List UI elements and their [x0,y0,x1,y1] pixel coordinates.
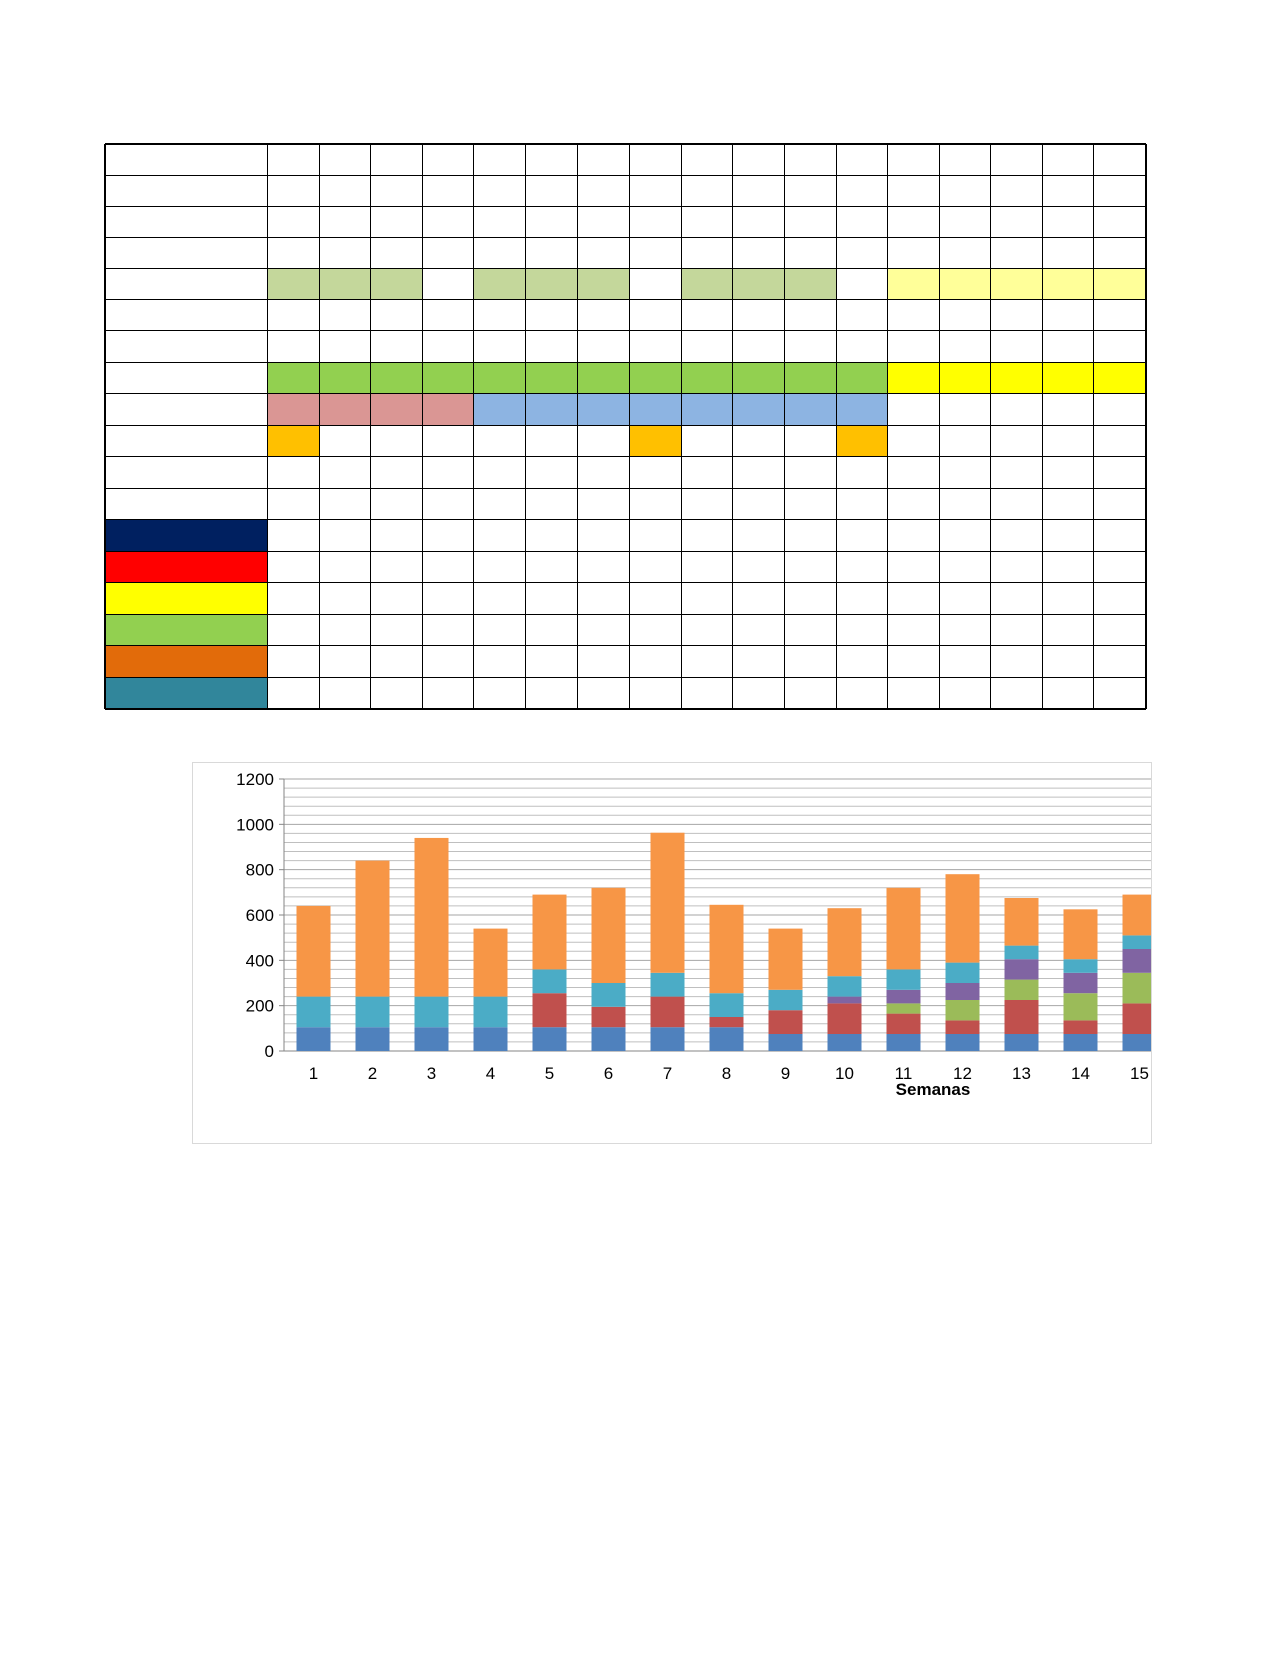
activity-value [991,678,1043,709]
activity-value [1094,615,1146,646]
activity-value [888,678,940,709]
bar-segment [769,1034,803,1051]
bar-segment [946,1034,980,1051]
bar-segment [887,888,921,970]
edad [682,144,688,176]
x-tick-label: 11 [894,1064,913,1083]
activity-value [888,552,940,583]
activity-value [320,583,371,615]
activity-value [785,520,837,552]
activity-value [837,678,888,709]
bar-segment [1005,898,1039,946]
activity-value [940,583,991,615]
dias-cell [268,331,320,363]
activity-value [474,615,526,646]
bar-segment [828,908,862,976]
dias-cell [630,331,682,363]
row-label-periodo [105,363,268,394]
activity-value [1043,678,1094,709]
activity-value [682,615,733,646]
bar-segment [887,990,921,1004]
bar-segment [356,1027,390,1051]
activity-value [940,678,991,709]
activity-value [423,520,474,552]
evaluacion-marker [630,426,682,457]
activity-value [474,552,526,583]
bar-segment [828,1034,862,1051]
activity-value [526,646,578,678]
activity-value [991,615,1043,646]
bar-segment [1123,1034,1152,1051]
bar-segment [1064,1020,1098,1034]
activity-value [682,678,733,709]
bar-segment [710,905,744,993]
dias-cell [1094,331,1146,363]
semana-cell [423,300,474,331]
x-tick-label: 7 [662,1064,673,1083]
bar-segment [1064,993,1098,1020]
imc [940,144,946,176]
activity-value [320,520,371,552]
activity-value [630,520,682,552]
bar-segment [1123,949,1152,973]
activity-value [940,646,991,678]
activity-value [1094,520,1146,552]
semana-cell [371,300,423,331]
activity-value [630,552,682,583]
dias-cell [474,331,526,363]
activity-value [888,646,940,678]
activity-value [320,678,371,709]
activity-value [526,678,578,709]
dias-cell [526,331,578,363]
semana-cell [1094,300,1146,331]
activity-value [371,615,423,646]
activity-value [1094,646,1146,678]
x-tick-label: 12 [953,1064,972,1083]
activity-value [1043,646,1094,678]
activity-value [940,615,991,646]
fase-label [268,394,474,426]
bar-segment [1005,1000,1039,1034]
activity-value [578,583,630,615]
semana-cell [888,300,940,331]
activity-label [105,552,268,583]
activity-value [371,583,423,615]
bar-segment [297,997,331,1028]
estatura [682,207,688,238]
bar-segment [769,929,803,990]
activity-label [105,583,268,615]
x-tick-label: 4 [485,1064,496,1083]
activity-value [837,583,888,615]
bar-segment [533,969,567,993]
grid-line [105,175,1146,176]
mesociclo-label [268,269,423,300]
bar-segment [828,976,862,996]
activity-value [888,583,940,615]
activity-value [837,615,888,646]
bar-segment [1064,973,1098,993]
activity-value [268,646,320,678]
dias-cell [991,331,1043,363]
dias-cell [578,331,630,363]
activity-value [733,552,785,583]
bar-segment [651,997,685,1028]
activity-value [630,583,682,615]
chart-area [192,762,1152,1144]
x-tick-label: 6 [603,1064,614,1083]
dias-cell [423,331,474,363]
activity-value [423,646,474,678]
activity-label [105,646,268,678]
bar-segment [1123,895,1152,936]
semana-cell [526,300,578,331]
bar-segment [1005,1034,1039,1051]
activity-value [733,678,785,709]
bar-segment [533,895,567,970]
stacked-bar-chart [193,763,1151,1143]
bar-segment [1064,909,1098,959]
bar-segment [769,1010,803,1034]
activity-value [268,552,320,583]
bar-segment [946,874,980,962]
y-tick-label: 400 [245,951,274,971]
bar-segment [1123,1003,1152,1034]
x-tick-label: 1 [308,1064,319,1083]
semana-cell [268,300,320,331]
bar-segment [651,833,685,973]
activity-value [371,520,423,552]
activity-value [423,615,474,646]
activity-value [1094,552,1146,583]
y-tick-label: 200 [245,996,274,1016]
bar-segment [887,1003,921,1013]
activity-value [474,520,526,552]
x-tick-label: 14 [1071,1064,1090,1083]
bar-segment [769,990,803,1010]
activity-value [320,615,371,646]
activity-value [371,646,423,678]
semana-cell [1043,300,1094,331]
bar-segment [474,997,508,1028]
activity-value [991,552,1043,583]
activity-value [837,520,888,552]
activity-value [578,678,630,709]
activity-value [526,552,578,583]
sexo [105,207,111,238]
bar-segment [533,993,567,1027]
grid-line [105,206,1146,207]
activity-value [578,520,630,552]
bar-segment [297,1027,331,1051]
dias-cell [682,331,733,363]
evaluacion-marker [837,426,888,457]
activity-label [105,678,268,709]
dias-cell [837,331,888,363]
activity-value [888,520,940,552]
training-plan-sheet [0,0,1280,720]
bar-segment [297,906,331,997]
activity-value [733,520,785,552]
activity-value [733,583,785,615]
activity-value [733,615,785,646]
bar-segment [415,997,449,1028]
bar-segment [1064,959,1098,973]
activity-value [268,678,320,709]
activity-value [733,646,785,678]
activity-value [785,646,837,678]
semana-cell [837,300,888,331]
activity-value [1043,520,1094,552]
bar-segment [533,1027,567,1051]
especialidad [105,176,111,207]
activity-value [837,646,888,678]
disciplina [105,144,111,176]
activity-value [682,646,733,678]
activity-value [837,552,888,583]
bar-segment [592,983,626,1007]
semana-cell [474,300,526,331]
activity-value [268,520,320,552]
activity-value [785,552,837,583]
dias-cell [785,331,837,363]
grid-line [105,237,1146,238]
bar-segment [651,973,685,997]
x-tick-label: 8 [721,1064,732,1083]
activity-value [682,520,733,552]
activity-value [940,552,991,583]
mesociclo-label [682,269,837,300]
periodo-label [268,363,888,394]
activity-value [682,583,733,615]
activity-value [474,678,526,709]
bar-segment [828,997,862,1004]
bar-segment [356,861,390,997]
mesociclo-label [888,269,1146,300]
semana-cell [682,300,733,331]
peso-status [940,176,946,207]
bar-segment [1064,1034,1098,1051]
y-tick-label: 600 [245,906,274,925]
activity-label [105,615,268,646]
bar-segment [1005,959,1039,979]
y-tick-label: 0 [264,1042,274,1061]
activity-value [526,615,578,646]
bar-segment [592,888,626,983]
fase-label [474,394,888,426]
semana-cell [320,300,371,331]
activity-value [578,552,630,583]
activity-value [888,615,940,646]
activity-value [320,646,371,678]
y-tick-label: 800 [245,860,274,880]
bar-segment [651,1027,685,1051]
bar-segment [1123,973,1152,1004]
y-tick-label: 1000 [236,815,274,835]
x-tick-label: 2 [367,1064,378,1083]
activity-value [578,615,630,646]
activity-value [474,646,526,678]
bar-segment [592,1027,626,1051]
bar-segment [946,1000,980,1020]
activity-value [940,520,991,552]
dias-cell [320,331,371,363]
bar-segment [710,1017,744,1027]
activity-value [423,552,474,583]
bar-segment [887,1034,921,1051]
grid-line [105,143,1146,145]
bar-segment [946,983,980,1000]
activity-value [268,583,320,615]
row-label-dias [105,331,268,363]
evaluacion-marker [268,426,320,457]
dias-cell [371,331,423,363]
activity-value [630,615,682,646]
activity-value [1043,615,1094,646]
bar-segment [592,1007,626,1027]
activity-value [785,615,837,646]
activity-value [630,646,682,678]
activity-value [371,678,423,709]
activity-value [1094,678,1146,709]
activity-value [320,552,371,583]
activity-value [630,678,682,709]
bar-segment [474,929,508,997]
x-tick-label: 5 [544,1064,555,1083]
activity-value [1094,583,1146,615]
dias-cell [733,331,785,363]
dias-cell [940,331,991,363]
bar-segment [828,1003,862,1034]
semana-cell [940,300,991,331]
bar-segment [887,1014,921,1034]
activity-value [268,615,320,646]
bar-segment [1005,980,1039,1000]
bar-segment [1005,946,1039,960]
activity-value [991,583,1043,615]
activity-value [423,583,474,615]
activity-value [1043,552,1094,583]
semana-cell [733,300,785,331]
dias-cell [1043,331,1094,363]
x-tick-label: 15 [1130,1064,1149,1083]
x-tick-label: 3 [426,1064,437,1083]
bar-segment [710,1027,744,1051]
activity-value [785,583,837,615]
bar-segment [1123,935,1152,949]
row-label-mesociclo [105,269,268,300]
peso [682,176,688,207]
y-tick-label: 1200 [236,770,274,789]
x-tick-label: 9 [780,1064,791,1083]
activity-value [371,552,423,583]
bar-segment [474,1027,508,1051]
row-label-evaluaciones [105,426,268,457]
mesociclo-label [474,269,630,300]
activity-value [526,583,578,615]
semana-cell [785,300,837,331]
row-label-actividades [105,489,268,520]
semana-cell [578,300,630,331]
x-tick-label: 10 [835,1064,854,1083]
activity-value [474,583,526,615]
activity-value [991,520,1043,552]
row-label-semana [105,300,268,331]
bar-segment [710,993,744,1017]
x-axis-title: Semanas [895,1080,971,1099]
bar-segment [415,1027,449,1051]
periodo-label [888,363,1146,394]
activity-value [785,678,837,709]
activity-value [423,678,474,709]
x-tick-label: 13 [1012,1064,1031,1083]
semana-cell [630,300,682,331]
semana-cell [991,300,1043,331]
bar-segment [946,1020,980,1034]
activity-value [991,646,1043,678]
bar-segment [946,963,980,983]
bar-segment [887,969,921,989]
bar-segment [356,997,390,1028]
dias-cell [888,331,940,363]
bar-segment [415,838,449,997]
activity-value [526,520,578,552]
activity-value [682,552,733,583]
activity-value [578,646,630,678]
activity-value [1043,583,1094,615]
activity-label [105,520,268,552]
